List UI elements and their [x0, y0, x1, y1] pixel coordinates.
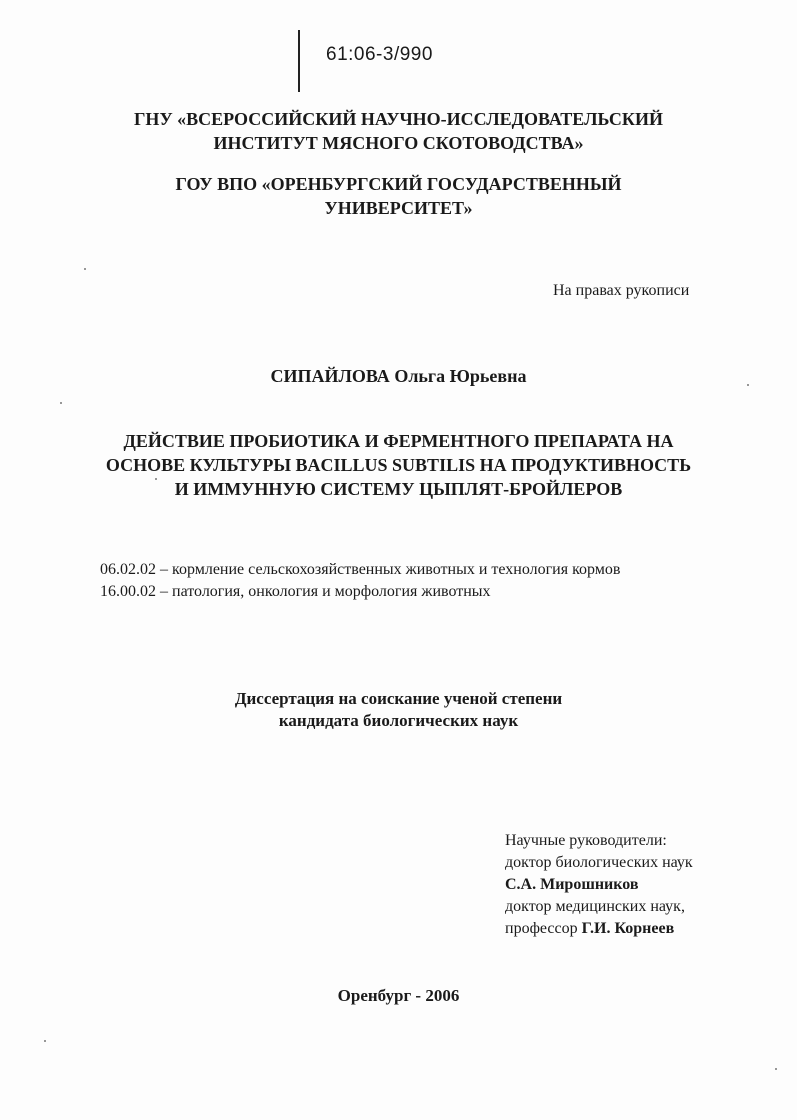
specialty-line: 16.00.02 – патология, онкология и морфология животных — [100, 583, 491, 600]
supervisor-2-degree: доктор медицинских наук, — [505, 898, 685, 915]
supervisor-2-line — [505, 918, 693, 940]
scan-speck — [747, 384, 749, 386]
organization-2-line: УНИВЕРСИТЕТ» — [324, 198, 473, 218]
degree-line: кандидата биологических наук — [278, 711, 519, 730]
author-line — [0, 366, 797, 387]
title-line: ОСНОВЕ КУЛЬТУРЫ BACILLUS SUBTILIS НА ПРОДУКТИВНОСТЬ — [105, 455, 692, 475]
scan-speck — [775, 1068, 777, 1070]
supervisor-1-degree: доктор биологических наук — [505, 854, 693, 871]
title-line: ДЕЙСТВИЕ ПРОБИОТИКА И ФЕРМЕНТНОГО ПРЕПАРАТА НА — [123, 431, 674, 451]
specialty-line: 06.02.02 – кормление сельскохозяйственных животных и технология кормов — [100, 561, 621, 578]
title-line: И ИММУННУЮ СИСТЕМУ ЦЫПЛЯТ-БРОЙЛЕРОВ — [174, 479, 623, 499]
author-surname: СИПАЙЛОВА — [270, 366, 390, 386]
organization-2 — [0, 172, 797, 220]
supervisors-block — [505, 830, 693, 940]
scan-speck — [44, 1040, 46, 1042]
archive-stamp: 61:06-3/990 — [326, 44, 433, 65]
manuscript-rights-note: На правах рукописи — [553, 282, 690, 299]
dissertation-title — [0, 429, 797, 501]
supervisor-2-title: профессор — [505, 920, 578, 937]
scan-speck — [155, 478, 157, 480]
specialty-codes — [100, 559, 620, 603]
margin-line — [298, 30, 300, 92]
supervisor-2-name: Г.И. Корнеев — [581, 920, 675, 937]
organization-1 — [0, 107, 797, 155]
degree-line: Диссертация на соискание ученой степени — [234, 689, 563, 708]
organization-1-line: ГНУ «ВСЕРОССИЙСКИЙ НАУЧНО-ИССЛЕДОВАТЕЛЬСКИЙ — [133, 109, 663, 129]
author-given-names: Ольга Юрьевна — [394, 366, 527, 386]
organization-1-line: ИНСТИТУТ МЯСНОГО СКОТОВОДСТВА» — [213, 133, 584, 153]
supervisor-1-name: С.А. Мирошников — [505, 876, 639, 893]
degree-statement — [0, 688, 797, 732]
city-year: Оренбург - 2006 — [337, 986, 460, 1005]
supervisors-heading: Научные руководители: — [505, 832, 667, 849]
scan-speck — [60, 402, 62, 404]
scan-speck — [84, 268, 86, 270]
organization-2-line: ГОУ ВПО «ОРЕНБУРГСКИЙ ГОСУДАРСТВЕННЫЙ — [175, 174, 622, 194]
